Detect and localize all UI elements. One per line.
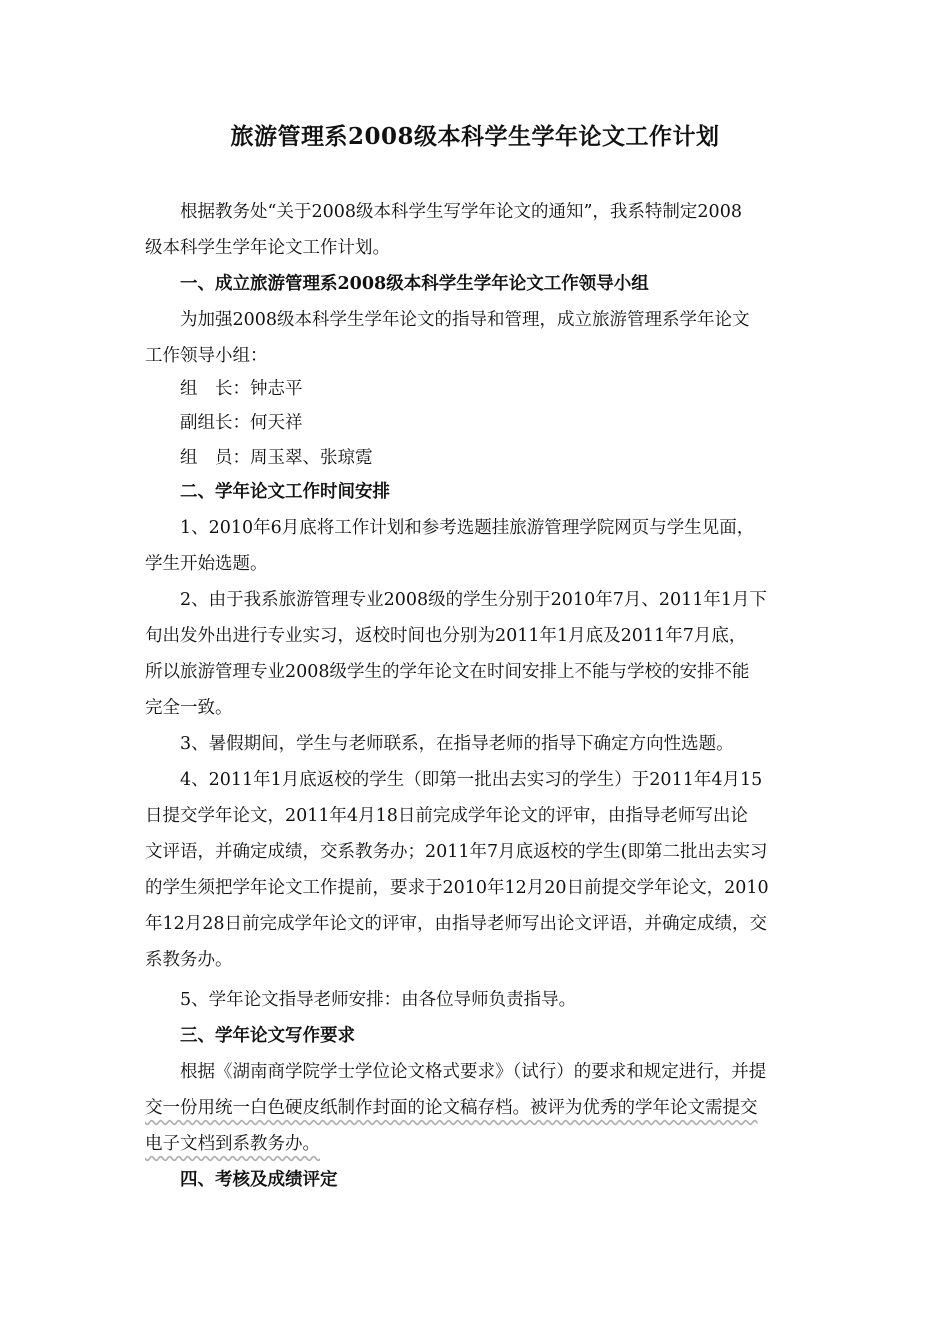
text-line: 文评语，并确定成绩，交系教务办；2011年7月底返校的学生(即第二批出去实习 (145, 842, 768, 862)
text-line: 日提交学年论文，2011年4月18日前完成学年论文的评审，由指导老师写出论 (145, 806, 748, 826)
text-line: 3、暑假期间，学生与老师联系，在指导老师的指导下确定方向性选题。 (145, 734, 734, 754)
text-line: 为加强2008级本科学生学年论文的指导和管理，成立旅游管理系学年论文 (145, 310, 750, 330)
document-title: 旅游管理系2008级本科学生学年论文工作计划 (230, 123, 720, 150)
text-line: 系教务办。 (145, 950, 233, 970)
section-heading-1: 一、成立旅游管理系2008级本科学生学年论文工作领导小组 (145, 274, 649, 294)
text-line: 4、2011年1月底返校的学生（即第一批出去实习的学生）于2011年4月15 (145, 770, 763, 790)
text-line: 副组长：何天祥 (145, 413, 303, 433)
section-heading-2: 二、学年论文工作时间安排 (145, 482, 390, 502)
text-line: 5、学年论文指导老师安排：由各位导师负责指导。 (145, 990, 577, 1010)
text-line: 旬出发外出进行专业实习，返校时间也分别为2011年1月底及2011年7月底， (145, 626, 747, 646)
text-line: 1、2010年6月底将工作计划和参考选题挂旅游管理学院网页与学生见面， (145, 518, 755, 538)
text-line: 完全一致。 (145, 698, 233, 718)
section-heading-4: 四、考核及成绩评定 (145, 1170, 338, 1190)
text-line: 工作领导小组： (145, 346, 268, 366)
text-line: 2、由于我系旅游管理专业2008级的学生分别于2010年7月、2011年1月下 (145, 590, 768, 610)
text-line-underlined: 交一份用统一白色硬皮纸制作封面的论文稿存档。被评为优秀的学年论文需提交 (145, 1098, 758, 1118)
text-line: 学生开始选题。 (145, 554, 268, 574)
text-line: 根据教务处“关于2008级本科学生写学年论文的通知”，我系特制定2008 (145, 202, 742, 222)
section-heading-3: 三、学年论文写作要求 (145, 1026, 355, 1046)
text-line: 年12月28日前完成学年论文的评审，由指导老师写出论文评语，并确定成绩，交 (145, 914, 768, 934)
text-line: 级本科学生学年论文工作计划。 (145, 238, 390, 258)
text-line: 组 长：钟志平 (145, 379, 303, 399)
text-line-underlined: 电子文档到系教务办。 (145, 1134, 320, 1154)
text-line: 的学生须把学年论文工作提前，要求于2010年12月20日前提交学年论文，2010 (145, 878, 769, 898)
text-line: 组 员：周玉翠、张琼霓 (145, 448, 373, 468)
text-line: 所以旅游管理专业2008级学生的学年论文在时间安排上不能与学校的安排不能 (145, 662, 750, 682)
text-line: 根据《湖南商学院学士学位论文格式要求》（试行）的要求和规定进行，并提 (145, 1062, 767, 1082)
